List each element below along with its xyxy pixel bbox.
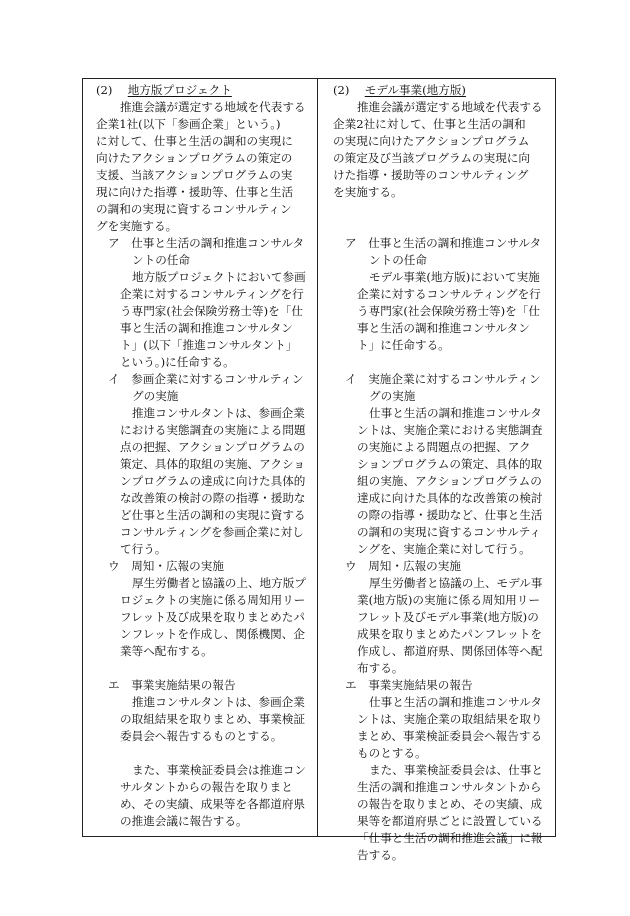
left-heading-title: 地方版プロジェクト xyxy=(127,83,232,97)
left-i-body-line: ンプログラムの達成に向けた具体的 xyxy=(120,474,306,488)
left-a-title: ア 仕事と生活の調和推進コンサルタ xyxy=(108,236,305,250)
right-intro-line: の策定及び当該プログラムの実現に向 xyxy=(333,151,530,165)
left-e-body2-line: サルタントからの報告を取りまと xyxy=(120,780,293,794)
left-intro-line: の調和の実現に資するコンサルティン xyxy=(96,202,292,216)
right-a-body-line: 事と生活の調和推進コンサルタン xyxy=(357,321,530,335)
left-section-a xyxy=(96,235,308,371)
right-a-body-line: う専門家(社会保険労務士等)を「仕 xyxy=(357,304,540,318)
left-intro-line: 推進会議が選定する地域を代表する xyxy=(120,100,306,114)
left-a-body-line: 地方版プロジェクトにおいて参画 xyxy=(132,270,306,284)
right-heading-title: モデル事業(地方版) xyxy=(364,83,466,97)
right-a-body-line: モデル事業(地方版)において実施 xyxy=(369,270,540,284)
left-a-body-line: 企業に対するコンサルティングを行 xyxy=(120,287,304,301)
left-e-body2-line: また、事業検証委員会は推進コン xyxy=(132,763,306,777)
right-heading xyxy=(333,82,545,99)
right-u-body-line: 業(地方版)の実施に係る周知用リー xyxy=(357,593,540,607)
left-section-u xyxy=(96,558,308,660)
right-u-title: ウ 周知・広報の実施 xyxy=(345,559,461,573)
right-u-body-line: 布する。 xyxy=(357,661,404,675)
right-intro xyxy=(333,99,545,201)
left-i-body-line: ど仕事と生活の調和の実現に資する xyxy=(120,508,306,522)
left-e-body-line: の取組結果を取りまとめ、事業検証 xyxy=(120,712,306,726)
right-e-body-line: ものとする。 xyxy=(357,746,427,760)
left-u-title: ウ 周知・広報の実施 xyxy=(108,559,224,573)
right-e-body2-line: 生活の調和推進コンサルタントから xyxy=(357,780,542,794)
left-i-title: グの実施 xyxy=(132,389,179,403)
right-i-body-line: ントは、実施企業における実態調査 xyxy=(357,423,543,437)
left-i-body-line: 推進コンサルタントは、参画企業 xyxy=(132,406,305,420)
spacer xyxy=(333,201,545,235)
left-intro-line: 現に向けた指導・援助等、仕事と生活 xyxy=(96,185,294,199)
right-i-body-line: 仕事と生活の調和推進コンサルタ xyxy=(369,406,542,420)
left-a-body-line: 事と生活の調和推進コンサルタン xyxy=(120,321,293,335)
left-intro-line: 向けたアクションプログラムの策定の xyxy=(96,151,293,165)
right-section-u xyxy=(333,558,545,677)
left-section-i xyxy=(96,371,308,558)
right-e-body2-line: また、事業検証委員会は、仕事と xyxy=(369,763,543,777)
column-divider xyxy=(317,78,318,837)
right-i-title: イ 実施企業に対するコンサルティン xyxy=(345,372,541,386)
left-i-body-line: における実態調査の実施による問題 xyxy=(120,423,306,437)
right-e-body-line: ントは、実施企業の取組結果を取り xyxy=(357,712,543,726)
right-intro-line: 推進会議が選定する地域を代表する xyxy=(357,100,543,114)
left-u-body-line: 業等へ配布する。 xyxy=(120,644,213,658)
spacer xyxy=(333,354,545,371)
right-e-body2-line: 果等を都道府県ごとに設置している xyxy=(357,814,543,828)
right-e-body-line: まとめ、事業検証委員会へ報告する xyxy=(357,729,543,743)
left-a-body-line: ト」(以下「推進コンサルタント」 xyxy=(120,338,298,352)
left-section-e xyxy=(96,677,308,830)
right-e-body2-line: 告する。 xyxy=(357,848,404,862)
right-section-a xyxy=(333,235,545,354)
right-i-body-line: の調和の実現に資するコンサルティ xyxy=(357,525,541,539)
right-intro-line: を実施する。 xyxy=(333,185,403,199)
left-i-body-line: 策定、具体的取組の実施、アクショ xyxy=(120,457,305,471)
left-e-body2-line: め、その実績、成果等を各都道府県 xyxy=(120,797,306,811)
right-a-body-line: ト」に任命する。 xyxy=(357,338,450,352)
spacer xyxy=(96,745,308,762)
left-i-body-line: コンサルティングを参画企業に対し xyxy=(120,525,304,539)
left-u-body-line: 厚生労働者と協議の上、地方版プ xyxy=(132,576,306,590)
right-e-body2-line: の報告を取りまとめ、その実績、成 xyxy=(357,797,543,811)
left-i-body-line: 点の把握、アクションプログラムの xyxy=(120,440,305,454)
left-intro-line: に対して、仕事と生活の調和の実現に xyxy=(96,134,293,148)
right-section-e xyxy=(333,677,545,864)
left-i-body-line: な改善策の検討の際の指導・援助な xyxy=(120,491,306,505)
right-e-title: エ 事業実施結果の報告 xyxy=(345,678,473,692)
left-intro-line: グを実施する。 xyxy=(96,219,178,233)
right-intro-line: 企業2社に対して、仕事と生活の調和 xyxy=(333,117,526,131)
right-a-title: ントの任命 xyxy=(369,253,427,267)
right-section-i xyxy=(333,371,545,558)
left-e-body-line: 委員会へ報告するものとする。 xyxy=(120,729,283,743)
right-u-body-line: フレット及びモデル事業(地方版)の xyxy=(357,610,539,624)
left-u-body-line: ンフレットを作成し、関係機関、企 xyxy=(120,627,305,641)
right-e-body2-line: 「仕事と生活の調和推進会議」に報 xyxy=(357,831,543,845)
right-u-body-line: 成果を取りまとめたパンフレットを xyxy=(357,627,542,641)
left-e-body-line: 推進コンサルタントは、参画企業 xyxy=(132,695,305,709)
left-heading-number: (2) xyxy=(96,83,113,97)
right-i-body-line: ションプログラムの策定、具体的取 xyxy=(357,457,543,471)
left-column xyxy=(96,82,308,830)
right-heading-number: (2) xyxy=(333,83,350,97)
right-a-body-line: 企業に対するコンサルティングを行 xyxy=(357,287,541,301)
right-i-body-line: の実施による問題点の把握、アク xyxy=(357,440,531,454)
right-a-title: ア 仕事と生活の調和推進コンサルタ xyxy=(345,236,542,250)
left-i-body-line: て行う。 xyxy=(120,542,167,556)
right-i-body-line: ングを、実施企業に対して行う。 xyxy=(357,542,531,556)
right-u-body-line: 作成し、都道府県、関係団体等へ配 xyxy=(357,644,543,658)
left-a-body-line: という。)に任命する。 xyxy=(120,355,235,369)
right-i-body-line: 組の実施、アクションプログラムの xyxy=(357,474,542,488)
left-a-body-line: う専門家(社会保険労務士等)を「仕 xyxy=(120,304,303,318)
right-e-body-line: 仕事と生活の調和推進コンサルタ xyxy=(369,695,542,709)
left-intro xyxy=(96,99,308,235)
right-i-body-line: 達成に向けた具体的な改善策の検討 xyxy=(357,491,543,505)
right-intro-line: の実現に向けたアクションプログラム xyxy=(333,134,530,148)
left-u-body-line: フレット及び成果を取りまとめたパ xyxy=(120,610,305,624)
left-intro-line: 支援、当該アクションプログラムの実 xyxy=(96,168,293,182)
right-intro-line: けた指導・援助等のコンサルティング xyxy=(333,168,529,182)
left-i-title: イ 参画企業に対するコンサルティン xyxy=(108,372,304,386)
left-e-body2-line: の推進会議に報告する。 xyxy=(120,814,248,828)
right-u-body-line: 厚生労働者と協議の上、モデル事 xyxy=(369,576,543,590)
left-a-title: ントの任命 xyxy=(132,253,190,267)
right-column xyxy=(333,82,545,864)
right-i-title: グの実施 xyxy=(369,389,416,403)
left-intro-line: 企業1社(以下「参画企業」という。) xyxy=(96,117,281,131)
spacer xyxy=(96,660,308,677)
left-u-body-line: ロジェクトの実施に係る周知用リー xyxy=(120,593,306,607)
left-e-title: エ 事業実施結果の報告 xyxy=(108,678,236,692)
left-heading xyxy=(96,82,308,99)
right-i-body-line: の際の指導・援助など、仕事と生活 xyxy=(357,508,543,522)
